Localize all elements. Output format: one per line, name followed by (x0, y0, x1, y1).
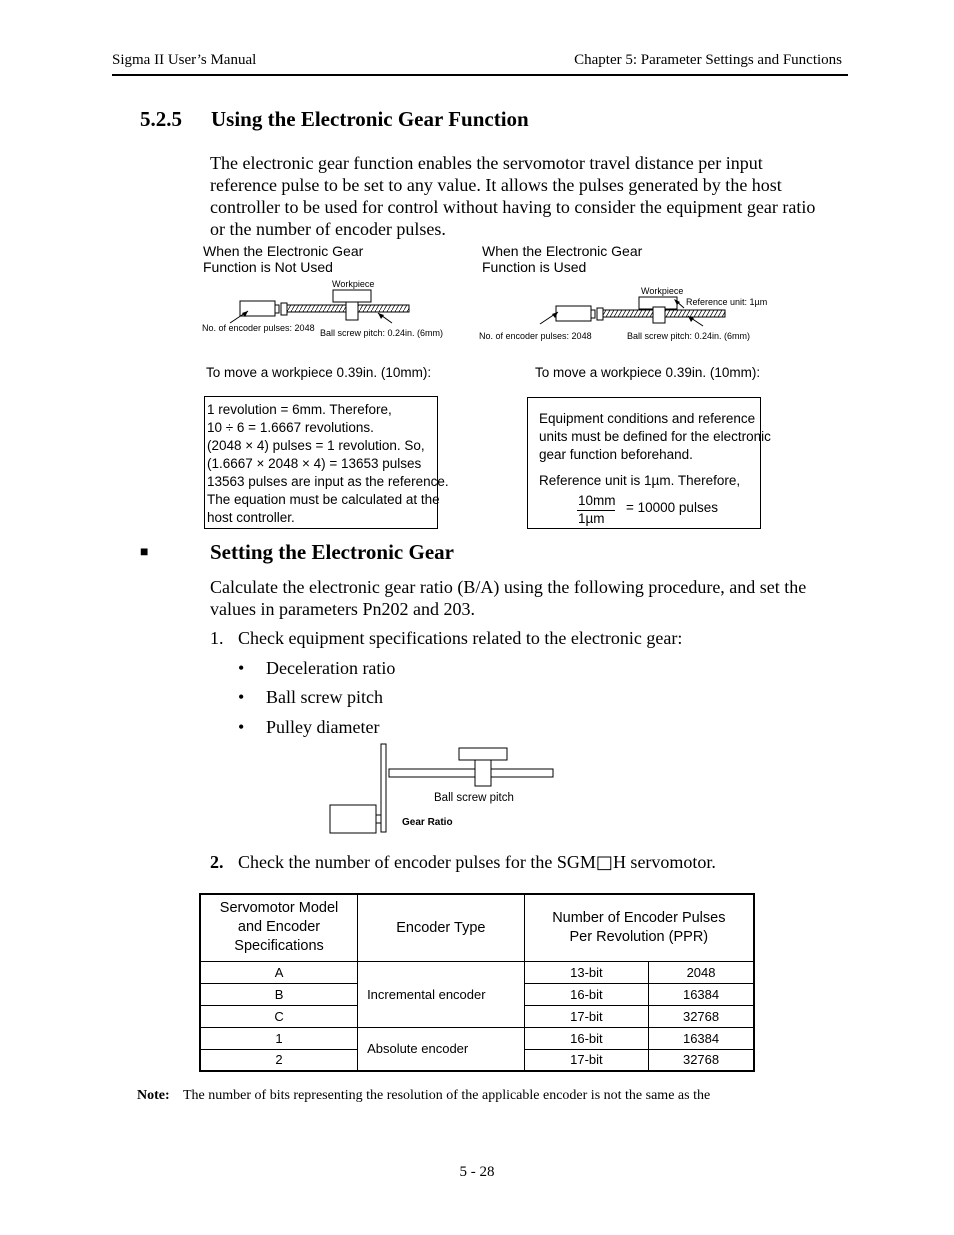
bullet-dot: • (238, 717, 245, 737)
step2-text (238, 851, 716, 874)
right-ref-unit-line: Reference unit is 1µm. Therefore, (539, 473, 741, 488)
diagram-workpiece (459, 748, 507, 760)
cell-ppr: 16384 (649, 1027, 754, 1049)
left-encoder-label: No. of encoder pulses: 2048 (202, 323, 315, 333)
cell-model: 1 (200, 1027, 358, 1049)
right-mechanism-diagram (478, 282, 778, 352)
subsection-line: Calculate the electronic gear ratio (B/A) using the following procedure, and set the (210, 577, 807, 597)
cell-model: 2 (200, 1049, 358, 1071)
header-ppr (524, 894, 754, 961)
cell-ppr: 2048 (649, 961, 754, 983)
calc-line: 10 ÷ 6 = 1.6667 revolutions. (207, 420, 374, 435)
right-box-line: Equipment conditions and reference (539, 411, 756, 426)
right-reference-unit-label: Reference unit: 1µm (686, 297, 768, 307)
step1-number: 1. (210, 628, 224, 648)
header-rule (112, 74, 848, 76)
header-model-line: and Encoder (237, 919, 321, 936)
table-row (200, 961, 754, 983)
left-pitch-arrowhead (378, 313, 384, 319)
header-ppr-line: Number of Encoder Pulses (552, 909, 726, 926)
left-figure-title (203, 243, 363, 275)
step2-text-main: Check the number of encoder pulses for the SGM (238, 852, 596, 872)
intro-paragraph (210, 152, 850, 240)
right-bearing (597, 308, 603, 320)
left-figure-title-line: When the Electronic Gear (203, 243, 364, 259)
cell-model: C (200, 1005, 358, 1027)
diagram-ball-screw-label: Ball screw pitch (434, 792, 514, 804)
section-title: Using the Electronic Gear Function (211, 107, 529, 131)
left-nut (346, 302, 358, 320)
right-coupling (591, 310, 595, 318)
calc-line: The equation must be calculated at the (207, 492, 440, 507)
intro-line: The electronic gear function enables the servomotor travel distance per input (210, 153, 763, 173)
right-box-text (539, 410, 771, 464)
right-motor (556, 306, 591, 321)
header-model-line: Servomotor Model (219, 900, 339, 917)
intro-line: reference pulse to be set to any value. It allows the pulses generated by the host (210, 175, 782, 195)
left-move-label: To move a workpiece 0.39in. (10mm): (206, 365, 432, 380)
left-ball-screw-label: Ball screw pitch: 0.24in. (6mm) (320, 328, 444, 338)
cell-ppr: 32768 (649, 1005, 754, 1027)
header-chapter-title: Chapter 5: Parameter Settings and Functions (574, 52, 842, 68)
header-model-line: Specifications (234, 938, 324, 955)
item-ball-screw-pitch: Ball screw pitch (266, 687, 383, 707)
right-nut (653, 307, 665, 323)
calc-line: host controller. (207, 510, 295, 525)
cell-bits: 17-bit (524, 1049, 648, 1071)
cell-encoder-type-absolute: Absolute encoder (358, 1027, 525, 1071)
bullet-dot: • (238, 687, 245, 707)
cell-bits: 13-bit (524, 961, 648, 983)
cell-ppr: 16384 (649, 983, 754, 1005)
fraction-result: = 10000 pulses (626, 500, 718, 515)
diagram-ball-screw (389, 769, 553, 777)
cell-ppr: 32768 (649, 1049, 754, 1071)
diagram-motor (330, 805, 376, 833)
fraction-denominator: 1µm (578, 511, 605, 526)
subsection-line: values in parameters Pn202 and 203. (210, 599, 475, 619)
header-model (200, 894, 358, 961)
subsection-paragraph (210, 576, 850, 620)
item-pulley-diameter: Pulley diameter (266, 717, 380, 737)
calc-line: 13563 pulses are input as the reference. (207, 474, 449, 489)
cell-bits: 16-bit (524, 1027, 648, 1049)
right-box-line: units must be defined for the electronic (539, 429, 771, 444)
note-label: Note: (137, 1088, 170, 1103)
right-box-line: gear function beforehand. (539, 447, 693, 462)
cell-bits: 17-bit (524, 1005, 648, 1027)
calc-line: (1.6667 × 2048 × 4) = 13653 pulses (207, 456, 422, 471)
header-encoder-type: Encoder Type (358, 894, 525, 961)
diagram-gear-ratio-label: Gear Ratio (402, 817, 453, 828)
step2-text-suffix: H servomotor. (612, 852, 716, 872)
left-coupling (275, 305, 279, 313)
right-ball-screw-label: Ball screw pitch: 0.24in. (6mm) (627, 331, 751, 341)
note-text: The number of bits representing the resolution of the applicable encoder is not the same as the (183, 1088, 711, 1103)
right-move-label: To move a workpiece 0.39in. (10mm): (535, 365, 761, 380)
page-number: 5 - 28 (459, 1164, 495, 1180)
diagram-vertical-shaft (381, 744, 386, 832)
right-encoder-label: No. of encoder pulses: 2048 (479, 331, 592, 341)
right-figure-title-line: When the Electronic Gear (482, 243, 643, 259)
step1-text: Check equipment specifications related to the electronic gear: (238, 628, 683, 648)
subsection-bullet-icon: ■ (140, 545, 149, 560)
right-explanation-box (527, 397, 771, 529)
left-workpiece (333, 290, 371, 302)
calc-line: (2048 × 4) pulses = 1 revolution. So, (207, 438, 425, 453)
table-header-row (200, 894, 754, 961)
diagram-motor-shaft (376, 815, 381, 823)
cell-model: B (200, 983, 358, 1005)
step2-number: 2. (210, 852, 224, 872)
right-workpiece-label: Workpiece (641, 286, 684, 296)
diagram-nut (475, 760, 491, 786)
encoder-table (199, 893, 755, 1072)
left-calculation-box (204, 396, 449, 529)
right-figure-title (482, 243, 642, 275)
intro-line: controller to be used for control without having to consider the equipment gear ratio (210, 197, 816, 217)
left-bearing (281, 303, 287, 315)
intro-line: or the number of encoder pulses. (210, 219, 446, 239)
section-number: 5.2.5 (140, 107, 182, 131)
step2-symbol: □ (595, 852, 613, 873)
cell-encoder-type-incremental: Incremental encoder (358, 961, 525, 1027)
cell-model: A (200, 961, 358, 983)
item-deceleration-ratio: Deceleration ratio (266, 658, 396, 678)
header-manual-title: Sigma II User’s Manual (112, 52, 257, 68)
left-workpiece-label: Workpiece (332, 279, 375, 289)
bullet-dot: • (238, 658, 245, 678)
subsection-title: Setting the Electronic Gear (210, 540, 454, 564)
fraction-numerator: 10mm (578, 493, 616, 508)
table-row (200, 1027, 754, 1049)
cell-bits: 16-bit (524, 983, 648, 1005)
header-ppr-line: Per Revolution (PPR) (569, 928, 709, 945)
calc-line: 1 revolution = 6mm. Therefore, (207, 402, 392, 417)
left-figure-title-line: Function is Not Used (203, 259, 333, 275)
right-figure-title-line: Function is Used (482, 259, 587, 275)
